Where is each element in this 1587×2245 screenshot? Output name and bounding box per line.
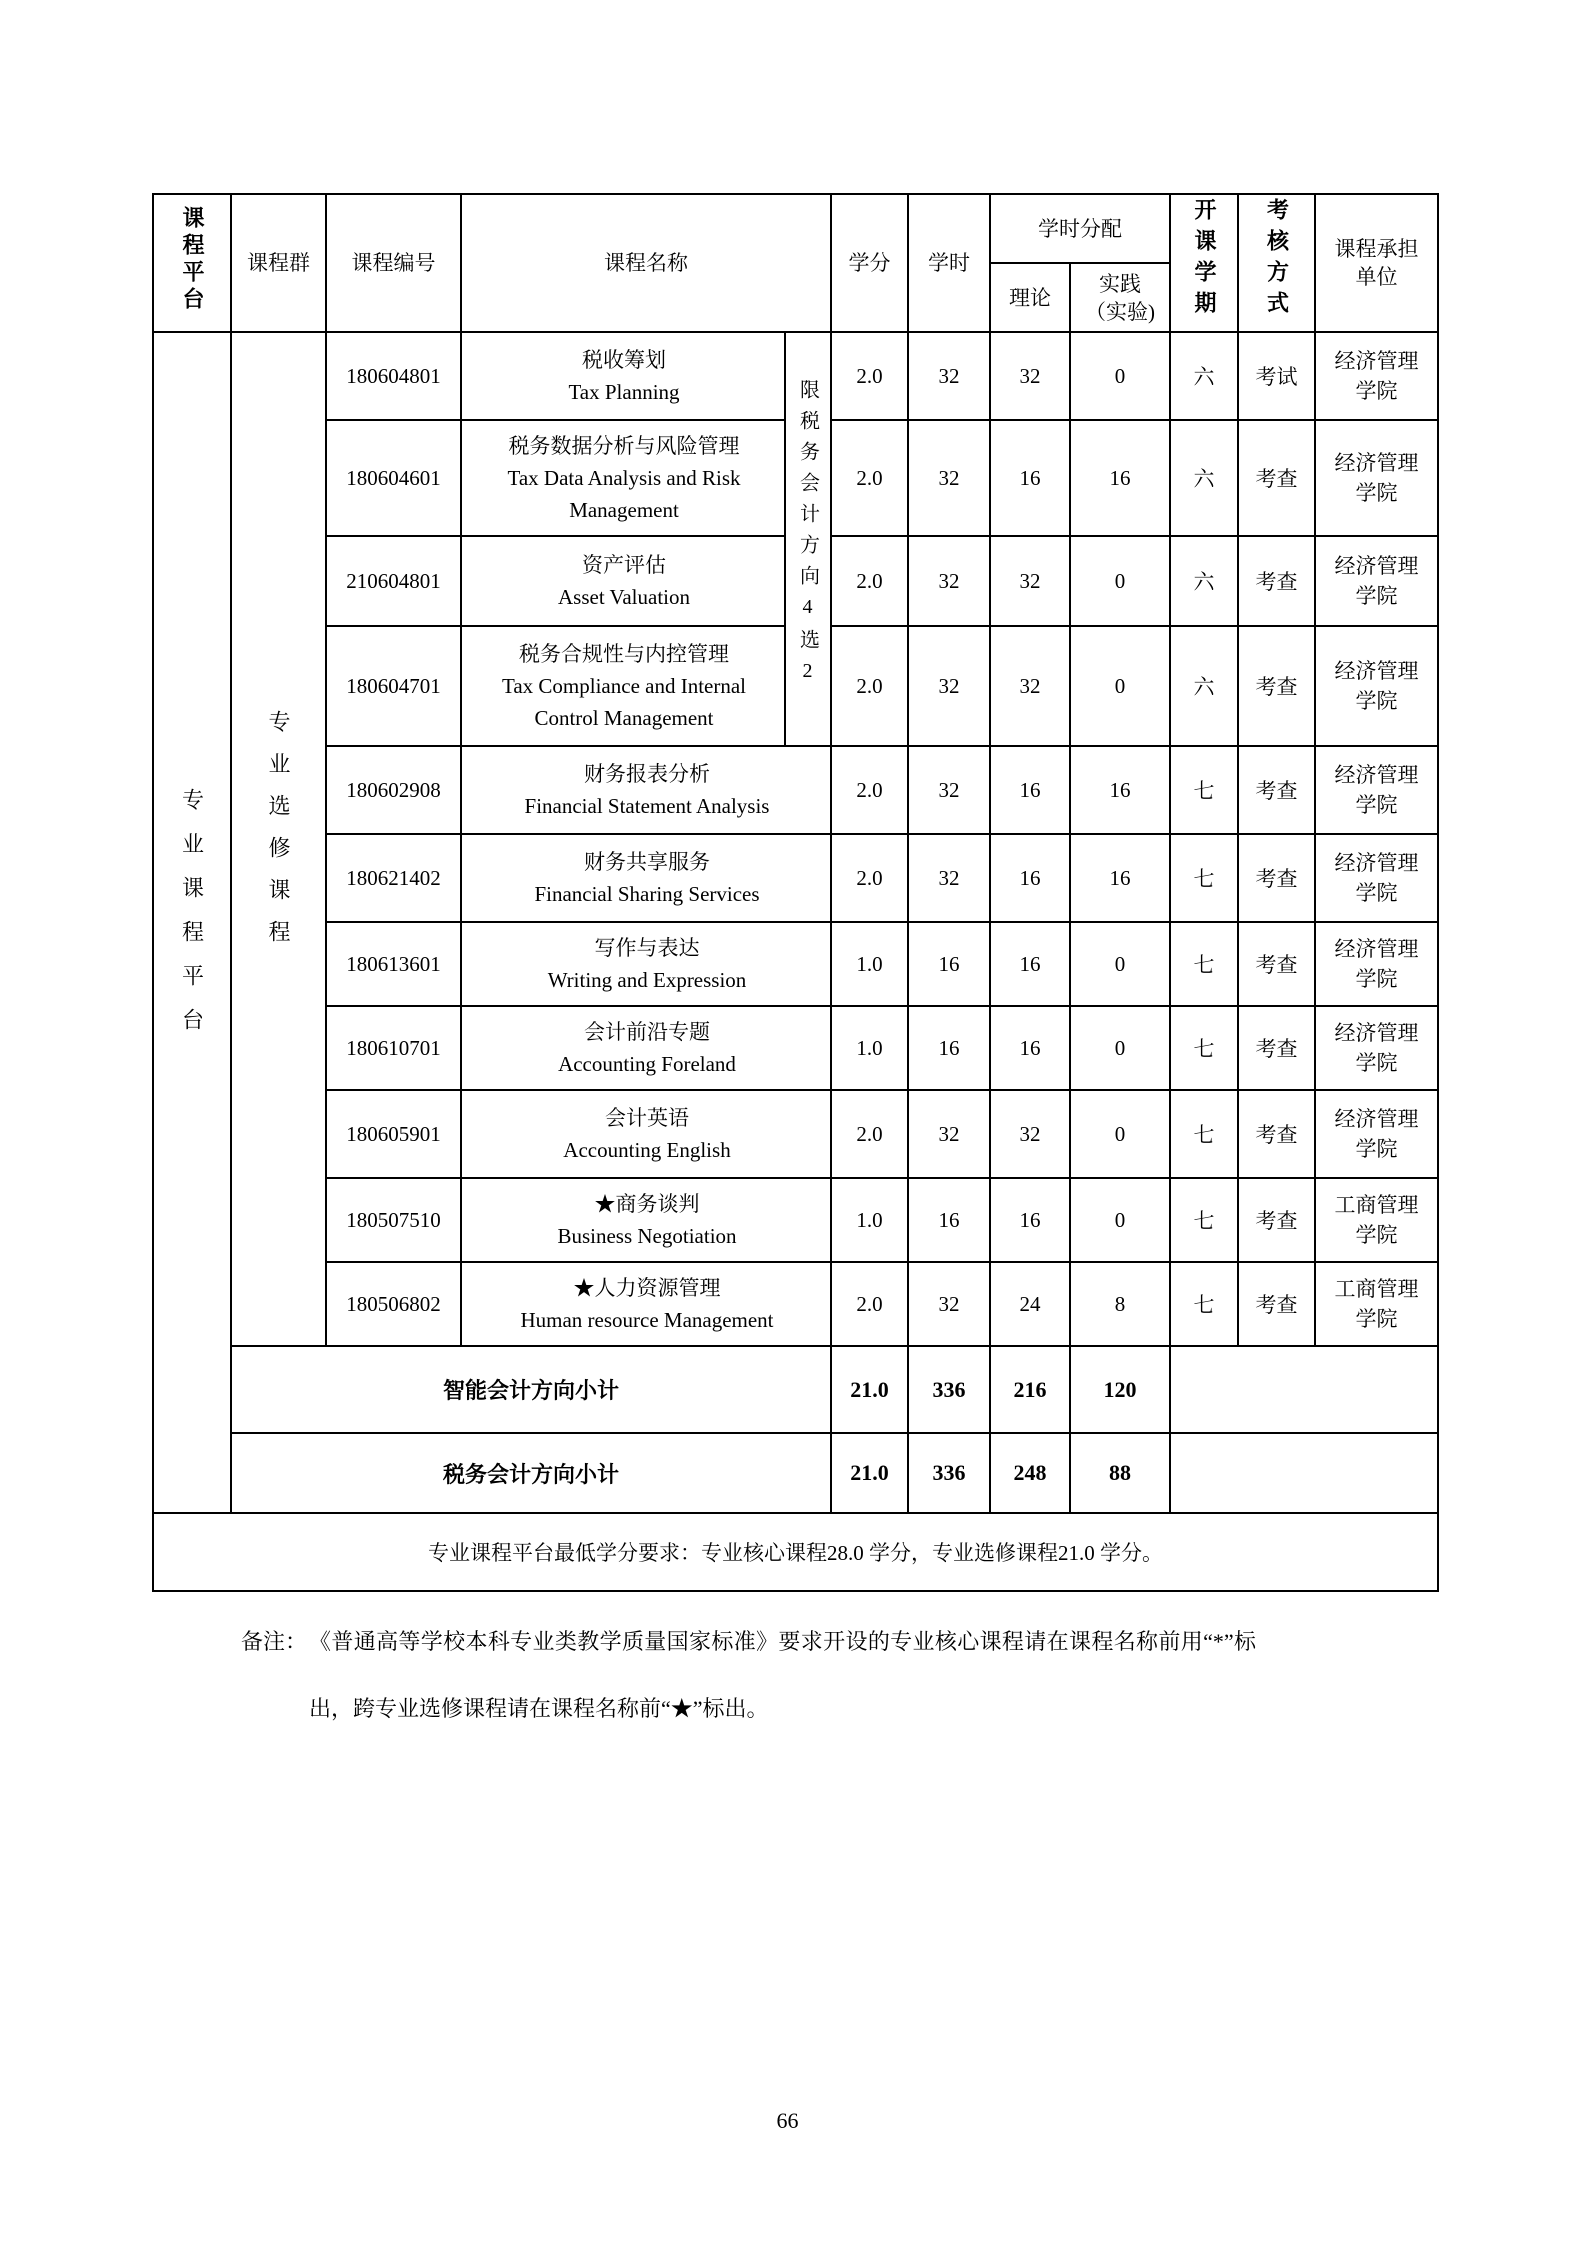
- course-theory: 16: [990, 420, 1070, 536]
- course-unit: 经济管理学院: [1315, 746, 1438, 834]
- header-practice: 实践（实验): [1070, 263, 1170, 332]
- course-name: [461, 536, 785, 626]
- course-semester: 七: [1170, 746, 1238, 834]
- course-name-zh: 资产评估: [582, 553, 666, 577]
- subtotal-hours: 336: [908, 1433, 990, 1513]
- header-assessment: [1238, 194, 1315, 332]
- course-unit: 工商管理学院: [1315, 1178, 1438, 1262]
- course-assessment: 考查: [1238, 834, 1315, 922]
- course-semester: 六: [1170, 626, 1238, 746]
- course-semester: 七: [1170, 1262, 1238, 1346]
- course-name: [461, 1262, 831, 1346]
- course-name: [461, 922, 831, 1006]
- course-theory: 32: [990, 536, 1070, 626]
- course-semester: 七: [1170, 1090, 1238, 1178]
- header-semester-label: 开课学期: [1192, 197, 1217, 322]
- course-name-zh: 会计前沿专题: [584, 1020, 710, 1044]
- course-name: [461, 332, 785, 420]
- course-name-en: Writing and Expression: [547, 968, 747, 992]
- course-name-zh: 写作与表达: [594, 936, 700, 960]
- course-credit: 2.0: [831, 626, 908, 746]
- footnote-label: 备注：: [241, 1629, 308, 1654]
- header-credit: 学分: [831, 194, 908, 332]
- course-hours: 32: [908, 746, 990, 834]
- course-name-en: Financial Sharing Services: [534, 882, 760, 906]
- course-assessment: 考查: [1238, 1262, 1315, 1346]
- table-row: [153, 834, 1438, 922]
- course-name-en: Accounting English: [563, 1138, 731, 1162]
- course-name-en: Human resource Management: [520, 1308, 774, 1332]
- table-row: [153, 746, 1438, 834]
- course-hours: 32: [908, 834, 990, 922]
- course-semester: 七: [1170, 834, 1238, 922]
- course-practice: 0: [1070, 1178, 1170, 1262]
- course-code: 210604801: [326, 536, 461, 626]
- group-cell: [231, 332, 326, 1346]
- course-code: 180605901: [326, 1090, 461, 1178]
- requirement-row: [153, 1513, 1438, 1591]
- course-hours: 32: [908, 626, 990, 746]
- course-unit: 经济管理学院: [1315, 1090, 1438, 1178]
- course-semester: 七: [1170, 1178, 1238, 1262]
- course-assessment: 考查: [1238, 536, 1315, 626]
- table-row: [153, 1006, 1438, 1090]
- course-name-zh: 财务共享服务: [584, 850, 710, 874]
- course-code: 180610701: [326, 1006, 461, 1090]
- course-semester: 六: [1170, 332, 1238, 420]
- platform-label: 专业课程平台: [179, 787, 205, 1052]
- table-row: [153, 922, 1438, 1006]
- course-theory: 16: [990, 1006, 1070, 1090]
- table-row: [153, 1262, 1438, 1346]
- course-theory: 16: [990, 1178, 1070, 1262]
- subtotal-empty-cell: [1170, 1433, 1438, 1513]
- course-practice: 0: [1070, 626, 1170, 746]
- course-name: [461, 834, 831, 922]
- course-credit: 2.0: [831, 1090, 908, 1178]
- course-practice: 0: [1070, 536, 1170, 626]
- header-assessment-label: 考核方式: [1264, 197, 1290, 322]
- platform-cell: [153, 332, 231, 1513]
- course-unit: 经济管理学院: [1315, 626, 1438, 746]
- course-assessment: 考查: [1238, 626, 1315, 746]
- subtotal-credit: 21.0: [831, 1433, 908, 1513]
- course-hours: 32: [908, 1090, 990, 1178]
- header-hours: 学时: [908, 194, 990, 332]
- subtotal-theory: 216: [990, 1346, 1070, 1433]
- course-practice: 0: [1070, 332, 1170, 420]
- constraint-label: 限税务会计方向4选2: [796, 379, 819, 693]
- subtotal-row: [153, 1346, 1438, 1433]
- curriculum-table: [152, 193, 1439, 1592]
- course-name-zh: 财务报表分析: [584, 762, 710, 786]
- course-hours: 32: [908, 536, 990, 626]
- course-name-en: Asset Valuation: [557, 585, 691, 609]
- course-name-zh: ★商务谈判: [594, 1192, 700, 1216]
- course-credit: 2.0: [831, 536, 908, 626]
- course-code: 180602908: [326, 746, 461, 834]
- course-semester: 六: [1170, 420, 1238, 536]
- course-theory: 32: [990, 332, 1070, 420]
- course-assessment: 考查: [1238, 1178, 1315, 1262]
- course-practice: 16: [1070, 834, 1170, 922]
- header-theory: 理论: [990, 263, 1070, 332]
- course-practice: 0: [1070, 922, 1170, 1006]
- course-name-zh: 税收筹划: [582, 348, 666, 372]
- constraint-cell: [785, 332, 831, 746]
- footnote-text: 《普通高等学校本科专业类教学质量国家标准》要求开设的专业核心课程请在课程名称前用“*”标出，跨专业选修课程请在课程名称前“★”标出。: [309, 1629, 1256, 1721]
- course-name-en: Tax Planning: [568, 380, 680, 404]
- subtotal-label: 税务会计方向小计: [231, 1433, 831, 1513]
- course-code: 180621402: [326, 834, 461, 922]
- header-platform: [153, 194, 231, 332]
- table-row: [153, 1178, 1438, 1262]
- course-name-zh: 会计英语: [605, 1106, 689, 1130]
- course-hours: 32: [908, 420, 990, 536]
- footnote: [241, 1608, 1256, 1742]
- course-name-en: Tax Data Analysis and Risk Management: [507, 466, 741, 522]
- course-name-en: Business Negotiation: [557, 1224, 737, 1248]
- course-theory: 24: [990, 1262, 1070, 1346]
- course-credit: 1.0: [831, 922, 908, 1006]
- course-unit: 工商管理学院: [1315, 1262, 1438, 1346]
- course-theory: 16: [990, 922, 1070, 1006]
- header-platform-label: 课程平台: [180, 205, 205, 314]
- course-unit: 经济管理学院: [1315, 332, 1438, 420]
- requirement-text: 专业课程平台最低学分要求：专业核心课程28.0 学分，专业选修课程21.0 学分。: [153, 1513, 1438, 1591]
- course-name-en: Financial Statement Analysis: [524, 794, 770, 818]
- course-hours: 16: [908, 1178, 990, 1262]
- course-code: 180604601: [326, 420, 461, 536]
- subtotal-practice: 88: [1070, 1433, 1170, 1513]
- table-row: [153, 332, 1438, 420]
- course-assessment: 考查: [1238, 1006, 1315, 1090]
- course-credit: 2.0: [831, 420, 908, 536]
- course-practice: 16: [1070, 746, 1170, 834]
- subtotal-row: [153, 1433, 1438, 1513]
- course-assessment: 考试: [1238, 332, 1315, 420]
- course-unit: 经济管理学院: [1315, 922, 1438, 1006]
- course-assessment: 考查: [1238, 746, 1315, 834]
- course-hours: 16: [908, 1006, 990, 1090]
- group-label: 专业选修课程: [266, 710, 291, 962]
- course-credit: 2.0: [831, 332, 908, 420]
- course-assessment: 考查: [1238, 420, 1315, 536]
- course-practice: 8: [1070, 1262, 1170, 1346]
- course-credit: 1.0: [831, 1006, 908, 1090]
- course-code: 180506802: [326, 1262, 461, 1346]
- subtotal-label: 智能会计方向小计: [231, 1346, 831, 1433]
- course-practice: 0: [1070, 1006, 1170, 1090]
- course-name-zh: 税务数据分析与风险管理: [508, 434, 740, 458]
- course-name-en: Tax Compliance and Internal Control Management: [501, 674, 747, 730]
- subtotal-empty-cell: [1170, 1346, 1438, 1433]
- course-unit: 经济管理学院: [1315, 1006, 1438, 1090]
- subtotal-credit: 21.0: [831, 1346, 908, 1433]
- course-semester: 七: [1170, 922, 1238, 1006]
- course-theory: 16: [990, 746, 1070, 834]
- course-semester: 七: [1170, 1006, 1238, 1090]
- course-practice: 16: [1070, 420, 1170, 536]
- course-code: 180507510: [326, 1178, 461, 1262]
- header-unit: 课程承担单位: [1315, 194, 1438, 332]
- course-credit: 2.0: [831, 1262, 908, 1346]
- subtotal-practice: 120: [1070, 1346, 1170, 1433]
- header-code: 课程编号: [326, 194, 461, 332]
- header-row-1: [153, 194, 1438, 263]
- course-name-zh: 税务合规性与内控管理: [519, 642, 729, 666]
- header-semester: [1170, 194, 1238, 332]
- course-name: [461, 1006, 831, 1090]
- course-credit: 2.0: [831, 746, 908, 834]
- subtotal-theory: 248: [990, 1433, 1070, 1513]
- course-name: [461, 746, 831, 834]
- course-unit: 经济管理学院: [1315, 834, 1438, 922]
- course-assessment: 考查: [1238, 922, 1315, 1006]
- course-hours: 32: [908, 332, 990, 420]
- table-row: [153, 1090, 1438, 1178]
- header-group: 课程群: [231, 194, 326, 332]
- course-name-zh: ★人力资源管理: [573, 1276, 721, 1300]
- course-name: [461, 1178, 831, 1262]
- course-theory: 32: [990, 626, 1070, 746]
- course-name: [461, 1090, 831, 1178]
- course-name: [461, 626, 785, 746]
- course-semester: 六: [1170, 536, 1238, 626]
- course-code: 180613601: [326, 922, 461, 1006]
- course-theory: 32: [990, 1090, 1070, 1178]
- course-name: [461, 420, 785, 536]
- course-hours: 16: [908, 922, 990, 1006]
- course-theory: 16: [990, 834, 1070, 922]
- course-unit: 经济管理学院: [1315, 420, 1438, 536]
- course-practice: 0: [1070, 1090, 1170, 1178]
- course-name-en: Accounting Foreland: [558, 1052, 736, 1076]
- header-hours-alloc: 学时分配: [990, 194, 1170, 263]
- subtotal-hours: 336: [908, 1346, 990, 1433]
- course-assessment: 考查: [1238, 1090, 1315, 1178]
- course-code: 180604801: [326, 332, 461, 420]
- course-unit: 经济管理学院: [1315, 536, 1438, 626]
- page-number: 66: [776, 2108, 799, 2133]
- header-name: 课程名称: [461, 194, 831, 332]
- course-code: 180604701: [326, 626, 461, 746]
- course-credit: 2.0: [831, 834, 908, 922]
- course-credit: 1.0: [831, 1178, 908, 1262]
- course-hours: 32: [908, 1262, 990, 1346]
